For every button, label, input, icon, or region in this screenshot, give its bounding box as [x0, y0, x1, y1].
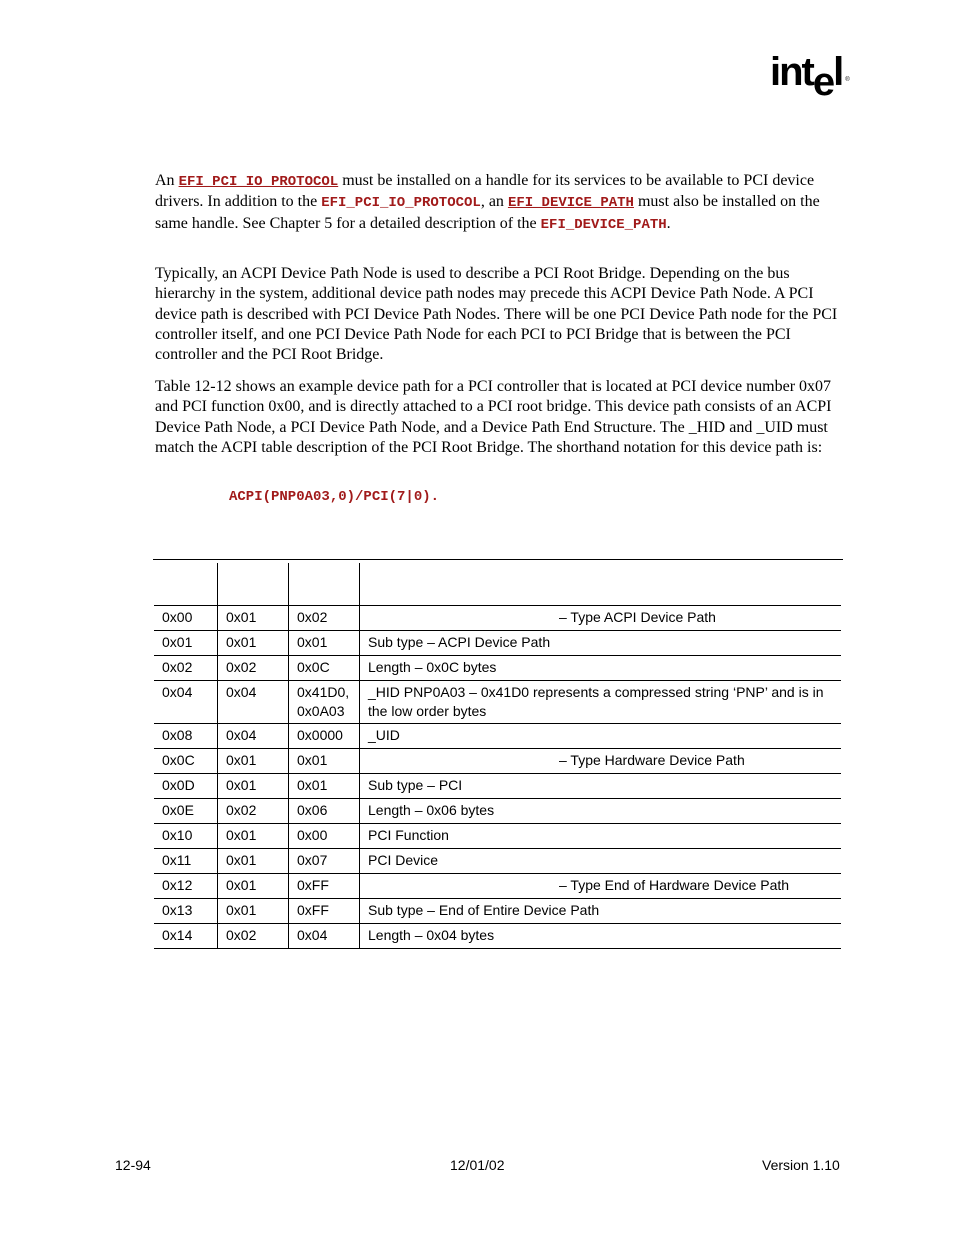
logo-text-tail: l — [833, 50, 843, 94]
efi-pci-io-protocol-code: EFI_PCI_IO_PROTOCOL — [321, 195, 481, 212]
offset-cell-text: 0x01 — [162, 634, 193, 650]
data-cell — [289, 874, 360, 899]
length-cell — [218, 799, 289, 824]
offset-cell — [154, 899, 218, 924]
data-cell — [289, 774, 360, 799]
table-row — [154, 606, 841, 631]
header-cell — [154, 563, 218, 606]
offset-cell-text: 0x0C — [162, 752, 195, 768]
description-cell — [360, 924, 842, 949]
table-row — [154, 824, 841, 849]
header-cell — [289, 563, 360, 606]
offset-cell-text: 0x11 — [162, 852, 192, 868]
data-cell-text: 0x07 — [297, 852, 328, 868]
shorthand-notation: ACPI(PNP0A03,0)/PCI(7|0). — [229, 489, 440, 505]
table-row — [154, 681, 841, 724]
table-row — [154, 724, 841, 749]
p1-text-3: , an — [480, 193, 508, 211]
data-cell-text: 0x0000 — [297, 727, 343, 743]
header-cell — [360, 563, 842, 606]
description-cell-text: PCI Device — [368, 852, 439, 868]
efi-device-path-link[interactable]: EFI_DEVICE_PATH — [507, 195, 634, 212]
description-cell — [360, 874, 842, 899]
p1-text-2: must be installed on a handle for its services to be available to PCI device drivers. In addition to the — [155, 172, 815, 211]
description-cell-text: Length – 0x06 bytes — [368, 802, 495, 818]
offset-cell — [154, 849, 218, 874]
length-cell-text: 0x01 — [226, 827, 257, 843]
description-cell-text: Sub type – ACPI Device Path — [368, 634, 551, 650]
footer-version: Version 1.10 — [762, 1157, 840, 1173]
data-cell — [289, 631, 360, 656]
length-cell-text: 0x01 — [226, 902, 257, 918]
description-cell — [360, 899, 842, 924]
table-row — [154, 899, 841, 924]
length-cell — [218, 874, 289, 899]
length-cell — [218, 924, 289, 949]
description-cell — [360, 774, 842, 799]
length-cell — [218, 774, 289, 799]
data-cell — [289, 724, 360, 749]
offset-cell-text: 0x14 — [162, 927, 193, 943]
offset-cell — [154, 824, 218, 849]
data-cell — [289, 749, 360, 774]
logo-text-main: int — [770, 50, 813, 94]
efi-device-path-code: EFI_DEVICE_PATH — [540, 216, 667, 233]
length-cell-text: 0x04 — [226, 727, 257, 743]
offset-cell-text: 0x13 — [162, 902, 193, 918]
length-cell — [218, 724, 289, 749]
data-cell — [289, 899, 360, 924]
efi-pci-io-protocol-link[interactable]: EFI_PCI_IO_PROTOCOL — [178, 174, 339, 190]
description-cell — [360, 849, 842, 874]
description-cell-text: Sub type – PCI — [368, 777, 463, 793]
intel-logo — [770, 50, 850, 104]
description-cell-text: Sub type – End of Entire Device Path — [368, 902, 600, 918]
data-cell — [289, 824, 360, 849]
logo-text-sub: e — [812, 60, 834, 104]
offset-cell — [154, 724, 218, 749]
paragraph-protocol-install — [155, 171, 845, 235]
offset-cell-text: 0x10 — [162, 827, 193, 843]
data-cell-text: 0x00 — [297, 827, 328, 843]
offset-cell-text: 0x0E — [162, 802, 194, 818]
description-cell-text: Length – 0x04 bytes — [368, 927, 495, 943]
data-cell-text: 0xFF — [297, 877, 329, 893]
table-top-rule — [153, 559, 843, 560]
table-row — [154, 924, 841, 949]
data-cell-text: 0x01 — [297, 752, 328, 768]
offset-cell — [154, 799, 218, 824]
offset-cell — [154, 606, 218, 631]
data-cell-text: 0xFF — [297, 902, 329, 918]
length-cell-text: 0x02 — [226, 927, 257, 943]
table-row — [154, 749, 841, 774]
table-row — [154, 774, 841, 799]
length-cell-text: 0x01 — [226, 752, 257, 768]
offset-cell-text: 0x04 — [162, 684, 193, 700]
length-cell — [218, 606, 289, 631]
table-row — [154, 849, 841, 874]
data-cell — [289, 606, 360, 631]
data-cell-text: 0x04 — [297, 927, 328, 943]
footer-page-number: 12-94 — [115, 1157, 151, 1173]
p1-text-5: . — [666, 214, 671, 232]
data-cell — [289, 849, 360, 874]
offset-cell — [154, 774, 218, 799]
description-cell-text: – Type Hardware Device Path — [559, 752, 745, 768]
data-cell — [289, 681, 360, 724]
data-cell-text: 0x0C — [297, 659, 330, 675]
length-cell-text: 0x01 — [226, 634, 257, 650]
offset-cell-text: 0x00 — [162, 609, 193, 625]
description-cell — [360, 824, 842, 849]
length-cell — [218, 824, 289, 849]
length-cell-text: 0x04 — [226, 684, 257, 700]
offset-cell-text: 0x0D — [162, 777, 195, 793]
description-cell — [360, 799, 842, 824]
device-path-table — [154, 563, 841, 949]
data-cell-text: 0x01 — [297, 634, 328, 650]
length-cell-text: 0x01 — [226, 852, 257, 868]
table-row — [154, 631, 841, 656]
description-cell — [360, 606, 842, 631]
description-cell — [360, 681, 842, 724]
length-cell-text: 0x02 — [226, 659, 257, 675]
description-cell-text: _UID — [368, 727, 400, 743]
length-cell — [218, 899, 289, 924]
description-cell-text: _HID PNP0A03 – 0x41D0 represents a compressed string ‘PNP’ and is in the low order bytes — [368, 684, 824, 719]
description-cell — [360, 631, 842, 656]
offset-cell — [154, 924, 218, 949]
p1-text-1: An — [155, 172, 179, 189]
length-cell — [218, 681, 289, 724]
data-cell — [289, 924, 360, 949]
length-cell — [218, 656, 289, 681]
data-cell-text: 0x01 — [297, 777, 328, 793]
description-cell — [360, 656, 842, 681]
length-cell — [218, 631, 289, 656]
description-cell — [360, 749, 842, 774]
table-row — [154, 799, 841, 824]
footer-date: 12/01/02 — [450, 1157, 505, 1173]
offset-cell-text: 0x02 — [162, 659, 193, 675]
data-cell — [289, 656, 360, 681]
table-row — [154, 656, 841, 681]
p1-text-4: must also be installed on the same handle. See Chapter 5 for a detailed description of the — [155, 193, 820, 232]
description-cell-text: Length – 0x0C bytes — [368, 659, 497, 675]
offset-cell-text: 0x12 — [162, 877, 193, 893]
paragraph-acpi-node: Typically, an ACPI Device Path Node is used to describe a PCI Root Bridge. Depending on the bus hierarchy in the system, additional device path nodes may precede this ACPI Device Path Node. A PCI device path is described with PCI Device Path Nodes. There will be one PCI Device Path node for the PCI controller itself, and one PCI Device Path Node for each PCI to PCI Bridge that is between the PCI controller and the PCI Root Bridge. — [155, 265, 838, 364]
length-cell — [218, 849, 289, 874]
data-cell-text: 0x02 — [297, 609, 328, 625]
paragraph-example-path: Table 12-12 shows an example device path for a PCI controller that is located at PCI device number 0x07 and PCI function 0x00, and is directly attached to a PCI root bridge. This device path consists of an ACPI Device Path Node, a PCI Device Path Node, and a Device Path End Structure. The _HID and _UID must match the ACPI table description of the PCI Root Bridge. The shorthand notation for this device path is: — [155, 378, 832, 456]
header-cell — [218, 563, 289, 606]
description-cell-text: PCI Function — [368, 827, 449, 843]
offset-cell-text: 0x08 — [162, 727, 193, 743]
length-cell — [218, 749, 289, 774]
description-cell — [360, 724, 842, 749]
length-cell-text: 0x01 — [226, 877, 257, 893]
data-cell — [289, 799, 360, 824]
data-cell-text: 0x06 — [297, 802, 328, 818]
table-row — [154, 874, 841, 899]
length-cell-text: 0x01 — [226, 777, 257, 793]
description-cell-text: – Type End of Hardware Device Path — [559, 877, 790, 893]
data-cell-text: 0x41D0, 0x0A03 — [297, 684, 350, 719]
offset-cell — [154, 874, 218, 899]
length-cell-text: 0x01 — [226, 609, 257, 625]
logo-registered-mark: ® — [845, 77, 850, 83]
offset-cell — [154, 681, 218, 724]
offset-cell — [154, 656, 218, 681]
offset-cell — [154, 749, 218, 774]
table-header-row — [154, 563, 841, 606]
length-cell-text: 0x02 — [226, 802, 257, 818]
offset-cell — [154, 631, 218, 656]
description-cell-text: – Type ACPI Device Path — [559, 609, 716, 625]
